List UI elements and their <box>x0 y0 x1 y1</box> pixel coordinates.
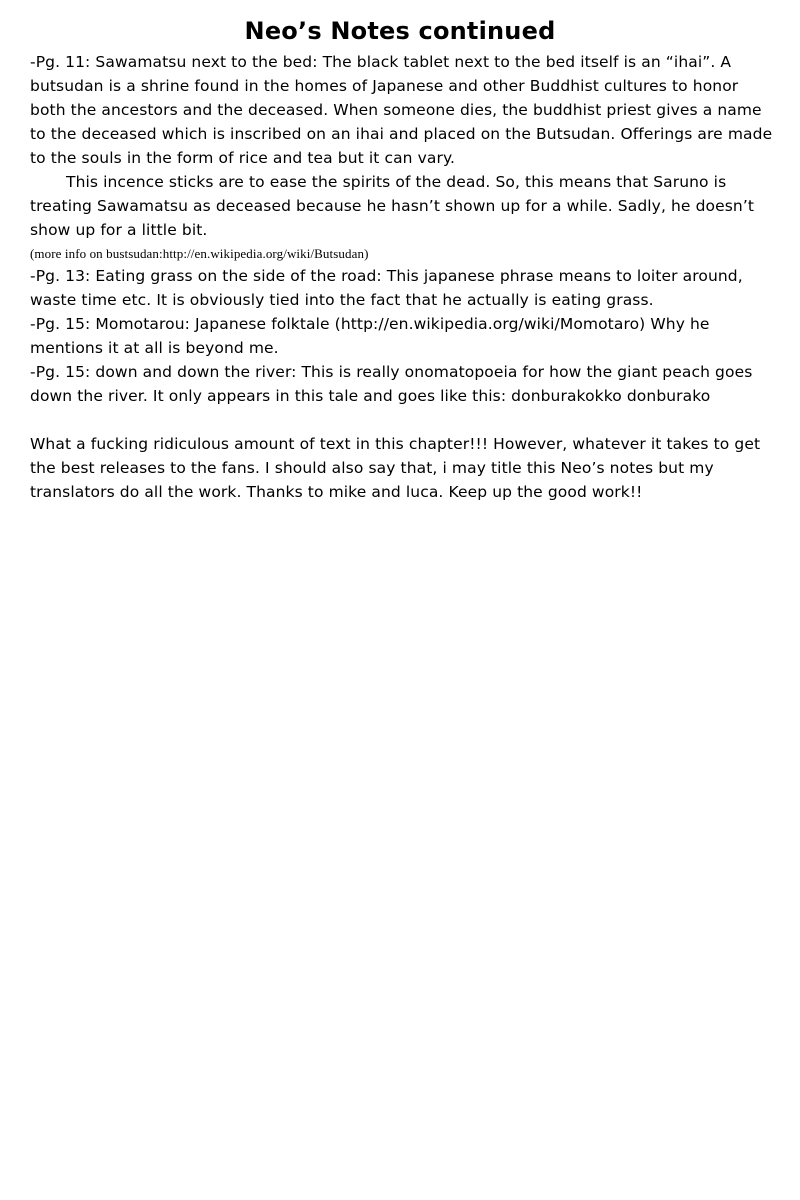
note-line: -Pg. 15: down and down the river: This is really onomatopoeia for how the giant peach goes <box>30 363 753 381</box>
page-title: Neo’s Notes continued <box>244 17 556 45</box>
closing-paragraph <box>30 432 778 504</box>
note-line: down the river. It only appears in this tale and goes like this: donburakokko donburako <box>30 387 711 405</box>
note-line: both the ancestors and the deceased. When someone dies, the buddhist priest gives a name <box>30 101 762 119</box>
closing-line: translators do all the work. Thanks to mike and luca. Keep up the good work!! <box>30 483 643 501</box>
note-line: show up for a little bit. <box>30 221 208 239</box>
note-line: waste time etc. It is obviously tied into the fact that he actually is eating grass. <box>30 291 654 309</box>
more-info-link: (more info on bustsudan:http://en.wikipedia.org/wiki/Butsudan) <box>30 246 369 261</box>
note-pg15-river <box>30 360 778 408</box>
note-line: -Pg. 13: Eating grass on the side of the road: This japanese phrase means to loiter around, <box>30 267 743 285</box>
note-pg11-ihai <box>30 50 778 264</box>
closing-line: the best releases to the fans. I should also say that, i may title this Neo’s notes but my <box>30 459 714 477</box>
closing-line: What a fucking ridiculous amount of text in this chapter!!! However, whatever it takes to get <box>30 435 761 453</box>
note-line: to the souls in the form of rice and tea but it can vary. <box>30 149 456 167</box>
note-line: This incence sticks are to ease the spirits of the dead. So, this means that Saruno is <box>66 173 727 191</box>
note-line: mentions it at all is beyond me. <box>30 339 279 357</box>
note-line: -Pg. 11: Sawamatsu next to the bed: The black tablet next to the bed itself is an “ihai”. A <box>30 53 732 71</box>
notes-body <box>30 50 778 504</box>
note-pg15-momotarou <box>30 312 778 360</box>
paragraph-gap <box>30 408 778 432</box>
note-line: treating Sawamatsu as deceased because he hasn’t shown up for a while. Sadly, he doesn’t <box>30 197 755 215</box>
note-line: -Pg. 15: Momotarou: Japanese folktale (http://en.wikipedia.org/wiki/Momotaro) Why he <box>30 315 710 333</box>
note-line: to the deceased which is inscribed on an ihai and placed on the Butsudan. Offerings are made <box>30 125 773 143</box>
note-pg13-grass <box>30 264 778 312</box>
note-line: butsudan is a shrine found in the homes of Japanese and other Buddhist cultures to honor <box>30 77 739 95</box>
